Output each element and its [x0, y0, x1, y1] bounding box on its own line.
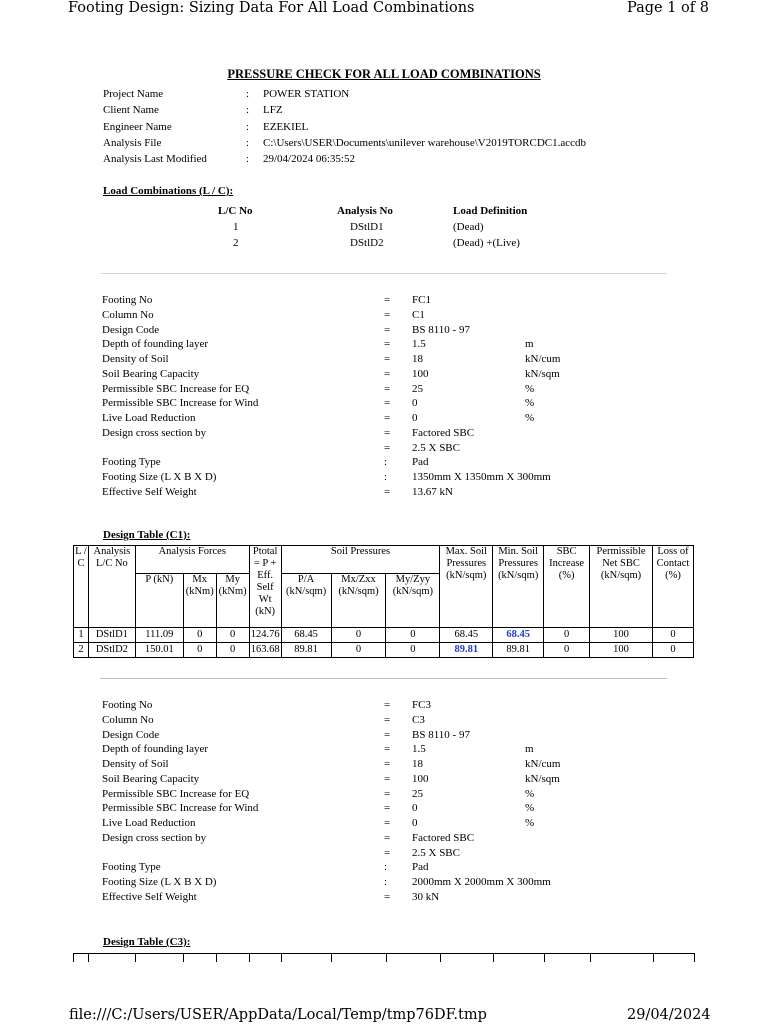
param-value: 30 kN — [412, 891, 440, 903]
param-separator: = — [384, 294, 391, 306]
param-label: Permissible SBC Increase for Wind — [102, 802, 259, 814]
param-separator: = — [384, 832, 391, 844]
param-label: Column No — [102, 309, 154, 321]
table-cell: 1 — [74, 628, 89, 643]
table-cell: 0 — [216, 628, 249, 643]
client-value: LFZ — [263, 104, 283, 116]
design-table-c1 — [73, 545, 694, 658]
param-label: Depth of founding layer — [102, 338, 208, 350]
param-value: 0 — [412, 802, 418, 814]
sbc-increase-header: SBC Increase (%) — [544, 546, 590, 628]
table-cell: 68.45 — [281, 628, 331, 643]
param-label: Footing No — [102, 294, 153, 306]
param-unit: % — [525, 383, 535, 395]
param-separator: = — [384, 847, 391, 859]
param-separator: = — [384, 397, 391, 409]
param-separator: : — [384, 861, 388, 873]
param-separator: = — [384, 338, 391, 350]
param-value: 18 — [412, 353, 423, 365]
param-unit: % — [525, 817, 535, 829]
param-value: Pad — [412, 861, 429, 873]
divider — [100, 273, 667, 274]
param-unit: kN/sqm — [525, 368, 560, 380]
loss-of-contact-header: Loss of Contact (%) — [652, 546, 693, 628]
param-separator: = — [384, 368, 391, 380]
my-zyy-header: My/Zyy (kN/sqm) — [386, 574, 440, 628]
param-label: Density of Soil — [102, 758, 169, 770]
param-separator: = — [384, 788, 391, 800]
param-unit: % — [525, 412, 535, 424]
param-separator: = — [384, 353, 391, 365]
param-value: Factored SBC — [412, 832, 475, 844]
page-header-title: Footing Design: Sizing Data For All Load Combinations — [68, 0, 475, 16]
param-label: Live Load Reduction — [102, 817, 196, 829]
lc-row-no: 1 — [233, 221, 239, 233]
analysis-lc-header: Analysis L/C No — [88, 546, 135, 628]
param-value: 100 — [412, 368, 429, 380]
table-cell: 100 — [590, 643, 653, 658]
lc-row-no: 2 — [233, 237, 239, 249]
param-label: Design cross section by — [102, 427, 207, 439]
param-separator: = — [384, 324, 391, 336]
param-value: 0 — [412, 397, 418, 409]
param-label: Footing No — [102, 699, 153, 711]
print-date: 29/04/2024 — [627, 1007, 711, 1023]
page-number: Page 1 of 8 — [627, 0, 709, 16]
param-separator: = — [384, 486, 391, 498]
param-separator: = — [384, 729, 391, 741]
design-table-heading: Design Table (C1): — [103, 529, 191, 541]
lc-row-analysis: DStlD1 — [350, 221, 384, 233]
table-cell: 150.01 — [135, 643, 183, 658]
last-modified-value: 29/04/2024 06:35:52 — [263, 153, 355, 165]
param-value: 2.5 X SBC — [412, 442, 460, 454]
param-separator: : — [384, 876, 388, 888]
definition-col-header: Load Definition — [453, 205, 528, 217]
param-separator: = — [384, 802, 391, 814]
max-soil-pressure-header: Max. Soil Pressures (kN/sqm) — [440, 546, 493, 628]
param-unit: kN/cum — [525, 353, 561, 365]
param-separator: : — [384, 456, 388, 468]
table-cell: 0 — [544, 643, 590, 658]
param-value: 18 — [412, 758, 423, 770]
mx-zxx-header: Mx/Zxx (kN/sqm) — [331, 574, 386, 628]
param-value: FC1 — [412, 294, 431, 306]
param-value: BS 8110 - 97 — [412, 324, 470, 336]
design-table-heading: Design Table (C3): — [103, 936, 191, 948]
param-label: Column No — [102, 714, 154, 726]
analysis-file-value: C:\Users\USER\Documents\unilever warehouse\V2019TORCDC1.accdb — [263, 137, 587, 149]
lc-col-header: L/C No — [218, 205, 253, 217]
p-header: P (kN) — [135, 574, 183, 628]
table-cell: 2 — [74, 643, 89, 658]
table-row — [74, 643, 694, 658]
last-modified-sep: : — [246, 153, 250, 165]
param-value: 100 — [412, 773, 429, 785]
permissible-net-sbc-header: Permissible Net SBC (kN/sqm) — [590, 546, 653, 628]
param-label: Depth of founding layer — [102, 743, 208, 755]
soil-pressures-header: Soil Pressures — [281, 546, 440, 574]
table-cell: 0 — [652, 628, 693, 643]
pa-header: P/A (kN/sqm) — [281, 574, 331, 628]
table-cell: 68.45 — [493, 628, 544, 643]
param-value: 2.5 X SBC — [412, 847, 460, 859]
table-cell: 0 — [386, 643, 440, 658]
param-value: 0 — [412, 817, 418, 829]
client-sep: : — [246, 104, 250, 116]
param-unit: m — [525, 743, 534, 755]
project-value: POWER STATION — [263, 88, 350, 100]
table-cell: DStlD1 — [88, 628, 135, 643]
param-label: Soil Bearing Capacity — [102, 368, 200, 380]
param-separator: = — [384, 758, 391, 770]
param-value: 1350mm X 1350mm X 300mm — [412, 471, 551, 483]
table-cell: 89.81 — [493, 643, 544, 658]
param-label: Permissible SBC Increase for Wind — [102, 397, 259, 409]
table-cell: 0 — [216, 643, 249, 658]
table-cell: 100 — [590, 628, 653, 643]
last-modified-label: Analysis Last Modified — [103, 153, 207, 165]
param-unit: m — [525, 338, 534, 350]
param-label: Footing Type — [102, 861, 161, 873]
param-label: Design cross section by — [102, 832, 207, 844]
table-cell: 111.09 — [135, 628, 183, 643]
param-label: Density of Soil — [102, 353, 169, 365]
analysis-file-sep: : — [246, 137, 250, 149]
lc-row-definition: (Dead) — [453, 221, 484, 233]
min-soil-pressure-header: Min. Soil Pressures (kN/sqm) — [493, 546, 544, 628]
table-cell: 0 — [652, 643, 693, 658]
param-separator: = — [384, 743, 391, 755]
file-path: file:///C:/Users/USER/AppData/Local/Temp/tmp76DF.tmp — [69, 1007, 487, 1023]
lc-header: L / C — [74, 546, 89, 628]
param-separator: = — [384, 309, 391, 321]
table-cell: 89.81 — [440, 643, 493, 658]
param-label: Live Load Reduction — [102, 412, 196, 424]
param-value: 13.67 kN — [412, 486, 453, 498]
lc-row-definition: (Dead) +(Live) — [453, 237, 520, 249]
param-separator: = — [384, 891, 391, 903]
engineer-sep: : — [246, 121, 250, 133]
table-cell: 89.81 — [281, 643, 331, 658]
client-label: Client Name — [103, 104, 159, 116]
param-value: C3 — [412, 714, 425, 726]
param-label: Permissible SBC Increase for EQ — [102, 383, 250, 395]
param-value: C1 — [412, 309, 425, 321]
project-sep: : — [246, 88, 250, 100]
param-separator: : — [384, 471, 388, 483]
param-separator: = — [384, 383, 391, 395]
analysis-forces-header: Analysis Forces — [135, 546, 249, 574]
param-unit: % — [525, 802, 535, 814]
table-cell: 0 — [544, 628, 590, 643]
param-value: 1.5 — [412, 743, 426, 755]
divider — [100, 678, 667, 679]
param-label: Effective Self Weight — [102, 486, 197, 498]
table-cell: 163.68 — [249, 643, 281, 658]
param-unit: kN/cum — [525, 758, 561, 770]
param-separator: = — [384, 773, 391, 785]
param-unit: kN/sqm — [525, 773, 560, 785]
table-cell: DStlD2 — [88, 643, 135, 658]
load-combinations-heading: Load Combinations (L / C): — [103, 185, 234, 197]
engineer-label: Engineer Name — [103, 121, 172, 133]
param-value: Pad — [412, 456, 429, 468]
param-unit: % — [525, 397, 535, 409]
table-cell: 0 — [183, 643, 216, 658]
my-header: My (kNm) — [216, 574, 249, 628]
param-separator: = — [384, 442, 391, 454]
param-label: Effective Self Weight — [102, 891, 197, 903]
param-label: Design Code — [102, 324, 160, 336]
param-separator: = — [384, 817, 391, 829]
table-row — [74, 628, 694, 643]
param-unit: % — [525, 788, 535, 800]
param-value: 25 — [412, 383, 423, 395]
table-cell: 0 — [331, 643, 386, 658]
table-cell: 0 — [331, 628, 386, 643]
param-value: 1.5 — [412, 338, 426, 350]
param-label: Design Code — [102, 729, 160, 741]
param-separator: = — [384, 427, 391, 439]
param-value: BS 8110 - 97 — [412, 729, 470, 741]
table-cell: 0 — [183, 628, 216, 643]
param-label: Footing Size (L X B X D) — [102, 471, 217, 483]
report-title: PRESSURE CHECK FOR ALL LOAD COMBINATIONS — [227, 67, 541, 81]
analysis-file-label: Analysis File — [103, 137, 162, 149]
table-cell: 68.45 — [440, 628, 493, 643]
analysis-col-header: Analysis No — [337, 205, 393, 217]
param-value: Factored SBC — [412, 427, 475, 439]
param-separator: = — [384, 699, 391, 711]
table-cell: 124.76 — [249, 628, 281, 643]
ptotal-header: Ptotal = P + Eff. Self Wt (kN) — [249, 546, 281, 628]
param-label: Permissible SBC Increase for EQ — [102, 788, 250, 800]
param-separator: = — [384, 412, 391, 424]
mx-header: Mx (kNm) — [183, 574, 216, 628]
project-label: Project Name — [103, 88, 164, 100]
table-cell: 0 — [386, 628, 440, 643]
param-value: 2000mm X 2000mm X 300mm — [412, 876, 551, 888]
param-value: 25 — [412, 788, 423, 800]
param-separator: = — [384, 714, 391, 726]
param-value: 0 — [412, 412, 418, 424]
param-label: Footing Type — [102, 456, 161, 468]
param-value: FC3 — [412, 699, 431, 711]
engineer-value: EZEKIEL — [263, 121, 309, 133]
lc-row-analysis: DStlD2 — [350, 237, 384, 249]
param-label: Soil Bearing Capacity — [102, 773, 200, 785]
param-label: Footing Size (L X B X D) — [102, 876, 217, 888]
